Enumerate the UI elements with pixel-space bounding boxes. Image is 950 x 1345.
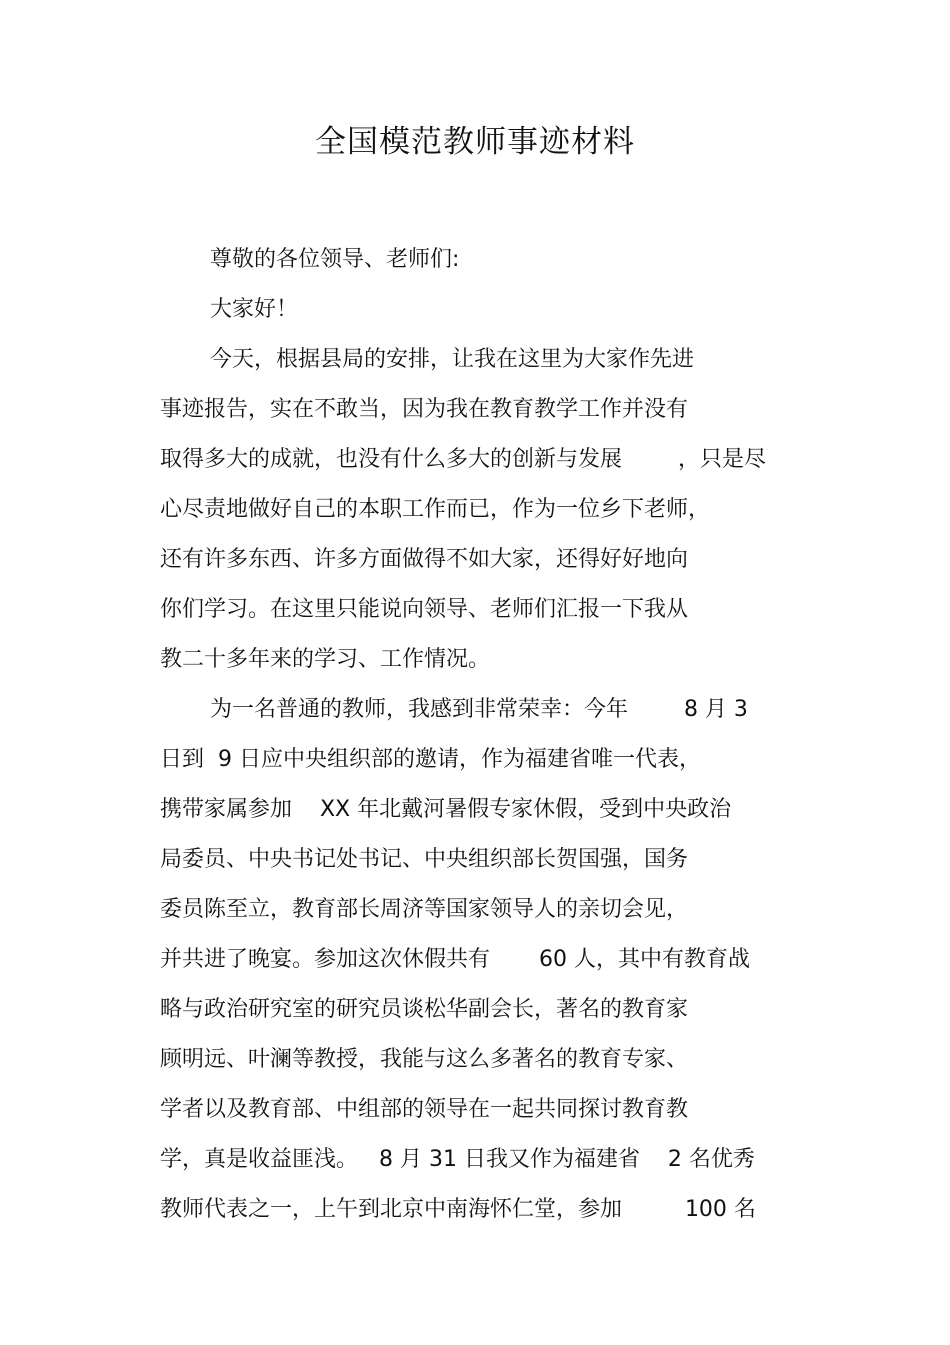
body-line-15: 并共进了晚宴。参加这次休假共有 60 人，其中有教育战 [160, 947, 750, 972]
document-title: 全国模范教师事迹材料 [315, 124, 635, 160]
body-line-20: 教师代表之一，上午到北京中南海怀仁堂，参加 100 名 [160, 1197, 756, 1222]
body-line-9: 教二十多年来的学习、工作情况。 [160, 647, 491, 672]
body-line-19: 学，真是收益匪浅。 8 月 31 日我又作为福建省 2 名优秀 [160, 1147, 755, 1172]
body-line-5: 取得多大的成就，也没有什么多大的创新与发展 ，只是尽 [160, 447, 766, 472]
body-line-7: 还有许多东西、许多方面做得不如大家，还得好好地向 [160, 547, 689, 572]
body-line-3: 今天，根据县局的安排，让我在这里为大家作先进 [210, 347, 695, 372]
body-line-14: 委员陈至立，教育部长周济等国家领导人的亲切会见， [160, 897, 689, 922]
body-line-2: 大家好！ [210, 297, 299, 322]
body-line-4: 事迹报告，实在不敢当，因为我在教育教学工作并没有 [160, 397, 689, 422]
body-line-17: 顾明远、叶澜等教授，我能与这么多著名的教育专家、 [160, 1047, 689, 1072]
body-line-11: 日到 9 日应中央组织部的邀请，作为福建省唯一代表， [160, 747, 701, 772]
body-line-12: 携带家属参加 XX 年北戴河暑假专家休假，受到中央政治 [160, 797, 732, 822]
body-line-13: 局委员、中央书记处书记、中央组织部长贺国强，国务 [160, 847, 689, 872]
body-line-1: 尊敬的各位领导、老师们: [210, 247, 460, 272]
body-line-10: 为一名普通的教师，我感到非常荣幸：今年 8 月 3 [210, 697, 748, 722]
body-line-18: 学者以及教育部、中组部的领导在一起共同探讨教育教 [160, 1097, 689, 1122]
body-line-6: 心尽责地做好自己的本职工作而已，作为一位乡下老师， [160, 497, 711, 522]
body-line-8: 你们学习。在这里只能说向领导、老师们汇报一下我从 [160, 597, 689, 622]
body-line-16: 略与政治研究室的研究员谈松华副会长，著名的教育家 [160, 997, 689, 1022]
